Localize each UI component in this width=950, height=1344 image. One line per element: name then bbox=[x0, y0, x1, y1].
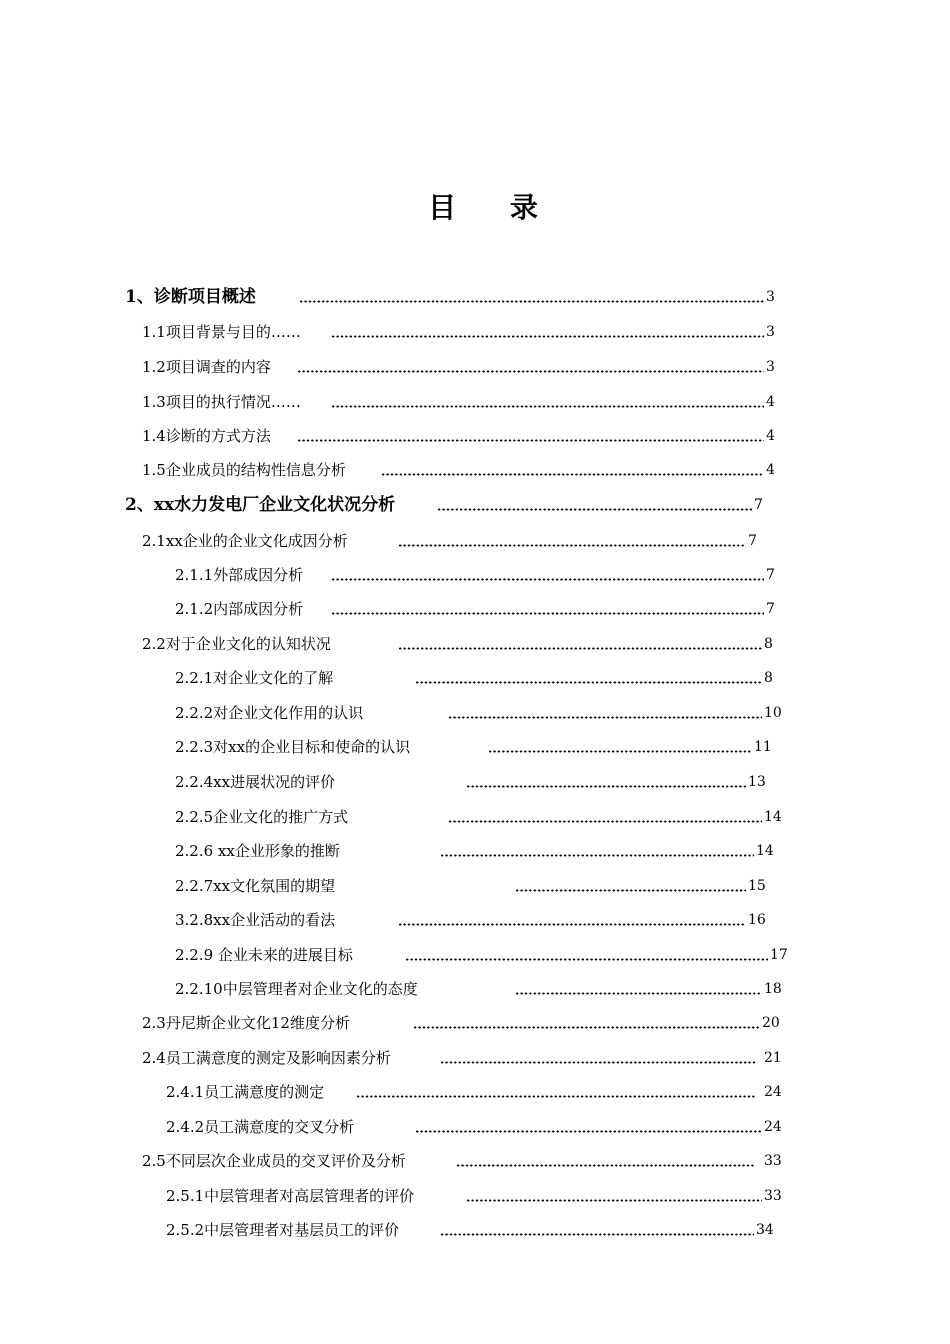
toc-entry-page-number: 24 bbox=[764, 1119, 782, 1135]
toc-entry-page-number: 8 bbox=[764, 670, 773, 686]
toc-leader-dots bbox=[297, 439, 764, 442]
toc-entry-page-number: 33 bbox=[764, 1153, 782, 1169]
toc-entry-label: 1、诊断项目概述 bbox=[125, 287, 256, 307]
toc-leader-dots bbox=[448, 716, 762, 719]
toc-entry-label: 2.2.5企业文化的推广方式 bbox=[175, 808, 349, 826]
toc-entry-label: 2.2.10中层管理者对企业文化的态度 bbox=[175, 980, 418, 998]
toc-entry[interactable] bbox=[0, 1011, 950, 1035]
toc-entry[interactable] bbox=[0, 529, 950, 553]
toc-entry-page-number: 21 bbox=[764, 1050, 782, 1066]
toc-leader-dots bbox=[415, 681, 762, 684]
toc-entry-label: 2.5.1中层管理者对高层管理者的评价 bbox=[166, 1187, 415, 1205]
toc-leader-dots bbox=[440, 854, 754, 857]
toc-entry-page-number: 18 bbox=[764, 981, 782, 997]
toc-entry-label: 2.2.4xx进展状况的评价 bbox=[175, 773, 336, 791]
toc-entry[interactable] bbox=[0, 701, 950, 725]
toc-entry-page-number: 3 bbox=[766, 359, 775, 375]
toc-entry-label: 2.2.7xx文化氛围的期望 bbox=[175, 877, 336, 895]
toc-entry[interactable] bbox=[0, 285, 950, 309]
toc-leader-dots bbox=[356, 1095, 755, 1098]
toc-entry[interactable] bbox=[0, 320, 950, 344]
toc-leader-dots bbox=[331, 612, 764, 615]
toc-entry-page-number: 7 bbox=[766, 601, 775, 617]
toc-entry[interactable] bbox=[0, 355, 950, 379]
toc-entry-page-number: 20 bbox=[762, 1015, 780, 1031]
toc-entry[interactable] bbox=[0, 1149, 950, 1173]
toc-entry-page-number: 24 bbox=[764, 1084, 782, 1100]
toc-leader-dots bbox=[456, 1164, 755, 1167]
toc-entry-label: 1.1项目背景与目的…… bbox=[142, 323, 301, 341]
toc-entry-page-number: 10 bbox=[764, 705, 782, 721]
toc-entry-label: 1.2项目调查的内容 bbox=[142, 358, 271, 376]
toc-entry-page-number: 34 bbox=[756, 1222, 774, 1238]
toc-entry[interactable] bbox=[0, 770, 950, 794]
toc-entry-page-number: 16 bbox=[748, 912, 766, 928]
toc-leader-dots bbox=[299, 300, 764, 303]
toc-entry[interactable] bbox=[0, 839, 950, 863]
toc-entry[interactable] bbox=[0, 597, 950, 621]
toc-leader-dots bbox=[466, 1199, 762, 1202]
toc-entry-page-number: 7 bbox=[748, 533, 757, 549]
toc-entry[interactable] bbox=[0, 1080, 950, 1104]
toc-entry[interactable] bbox=[0, 805, 950, 829]
toc-entry[interactable] bbox=[0, 666, 950, 690]
toc-leader-dots bbox=[381, 473, 764, 476]
toc-entry[interactable] bbox=[0, 874, 950, 898]
toc-entry-label: 2.1xx企业的企业文化成因分析 bbox=[142, 532, 348, 550]
toc-leader-dots bbox=[331, 335, 764, 338]
toc-leader-dots bbox=[398, 544, 746, 547]
toc-entry[interactable] bbox=[0, 390, 950, 414]
toc-entry-page-number: 17 bbox=[770, 947, 788, 963]
toc-entry-page-number: 8 bbox=[764, 636, 773, 652]
toc-entry-page-number: 7 bbox=[766, 567, 775, 583]
toc-leader-dots bbox=[440, 1233, 754, 1236]
toc-entry-label: 2.3丹尼斯企业文化12维度分析 bbox=[142, 1014, 350, 1032]
toc-leader-dots bbox=[448, 820, 762, 823]
toc-entry-page-number: 3 bbox=[766, 289, 775, 305]
toc-leader-dots bbox=[437, 508, 752, 511]
toc-entry-page-number: 4 bbox=[766, 428, 775, 444]
toc-leader-dots bbox=[466, 785, 746, 788]
toc-entry-page-number: 15 bbox=[748, 878, 766, 894]
toc-leader-dots bbox=[488, 750, 752, 753]
toc-entry-label: 2、xx水力发电厂企业文化状况分析 bbox=[125, 495, 396, 515]
toc-entry-page-number: 3 bbox=[766, 324, 775, 340]
toc-entry-page-number: 14 bbox=[756, 843, 774, 859]
toc-entry[interactable] bbox=[0, 1115, 950, 1139]
toc-entry-label: 1.5企业成员的结构性信息分析 bbox=[142, 461, 346, 479]
toc-entry-page-number: 13 bbox=[748, 774, 766, 790]
toc-entry-label: 2.2.1对企业文化的了解 bbox=[175, 669, 334, 687]
toc-entry-page-number: 7 bbox=[754, 497, 763, 513]
toc-leader-dots bbox=[331, 578, 764, 581]
toc-entry-label: 2.1.2内部成因分析 bbox=[175, 600, 304, 618]
page-title: 目 录 bbox=[428, 191, 560, 224]
toc-entry[interactable] bbox=[0, 1046, 950, 1070]
toc-leader-dots bbox=[398, 923, 746, 926]
toc-entry-page-number: 4 bbox=[766, 394, 775, 410]
toc-entry-label: 2.2.6 xx企业形象的推断 bbox=[175, 842, 340, 860]
toc-entry-label: 3.2.8xx企业活动的看法 bbox=[175, 911, 336, 929]
toc-entry-label: 1.4诊断的方式方法 bbox=[142, 427, 271, 445]
toc-leader-dots bbox=[405, 958, 768, 961]
toc-leader-dots bbox=[415, 1130, 762, 1133]
toc-leader-dots bbox=[515, 992, 762, 995]
toc-entry[interactable] bbox=[0, 632, 950, 656]
toc-entry-label: 2.2.3对xx的企业目标和使命的认识 bbox=[175, 738, 411, 756]
toc-entry[interactable] bbox=[0, 424, 950, 448]
toc-leader-dots bbox=[398, 647, 762, 650]
toc-entry-label: 2.5不同层次企业成员的交叉评价及分析 bbox=[142, 1152, 406, 1170]
toc-leader-dots bbox=[413, 1026, 760, 1029]
toc-entry-label: 2.5.2中层管理者对基层员工的评价 bbox=[166, 1221, 400, 1239]
toc-entry[interactable] bbox=[0, 977, 950, 1001]
toc-entry[interactable] bbox=[0, 1218, 950, 1242]
toc-leader-dots bbox=[331, 405, 764, 408]
toc-entry[interactable] bbox=[0, 563, 950, 587]
toc-entry[interactable] bbox=[0, 908, 950, 932]
toc-entry-label: 2.1.1外部成因分析 bbox=[175, 566, 304, 584]
toc-leader-dots bbox=[515, 889, 746, 892]
toc-leader-dots bbox=[297, 370, 764, 373]
toc-entry-page-number: 11 bbox=[754, 739, 772, 755]
toc-entry-label: 2.4.2员工满意度的交叉分析 bbox=[166, 1118, 355, 1136]
toc-entry-page-number: 4 bbox=[766, 462, 775, 478]
toc-entry[interactable] bbox=[0, 1184, 950, 1208]
toc-leader-dots bbox=[440, 1061, 755, 1064]
toc-entry-label: 1.3项目的执行情况…… bbox=[142, 393, 301, 411]
toc-entry-page-number: 14 bbox=[764, 809, 782, 825]
toc-entry-label: 2.2对于企业文化的认知状况 bbox=[142, 635, 331, 653]
toc-entry[interactable] bbox=[0, 943, 950, 967]
toc-entry-label: 2.4员工满意度的测定及影响因素分析 bbox=[142, 1049, 391, 1067]
toc-entry[interactable] bbox=[0, 735, 950, 759]
toc-entry[interactable] bbox=[0, 458, 950, 482]
toc-entry-label: 2.4.1员工满意度的测定 bbox=[166, 1083, 325, 1101]
toc-entry-label: 2.2.2对企业文化作用的认识 bbox=[175, 704, 364, 722]
toc-entry-page-number: 33 bbox=[764, 1188, 782, 1204]
toc-entry[interactable] bbox=[0, 493, 950, 517]
toc-entry-label: 2.2.9 企业未来的进展目标 bbox=[175, 946, 353, 964]
